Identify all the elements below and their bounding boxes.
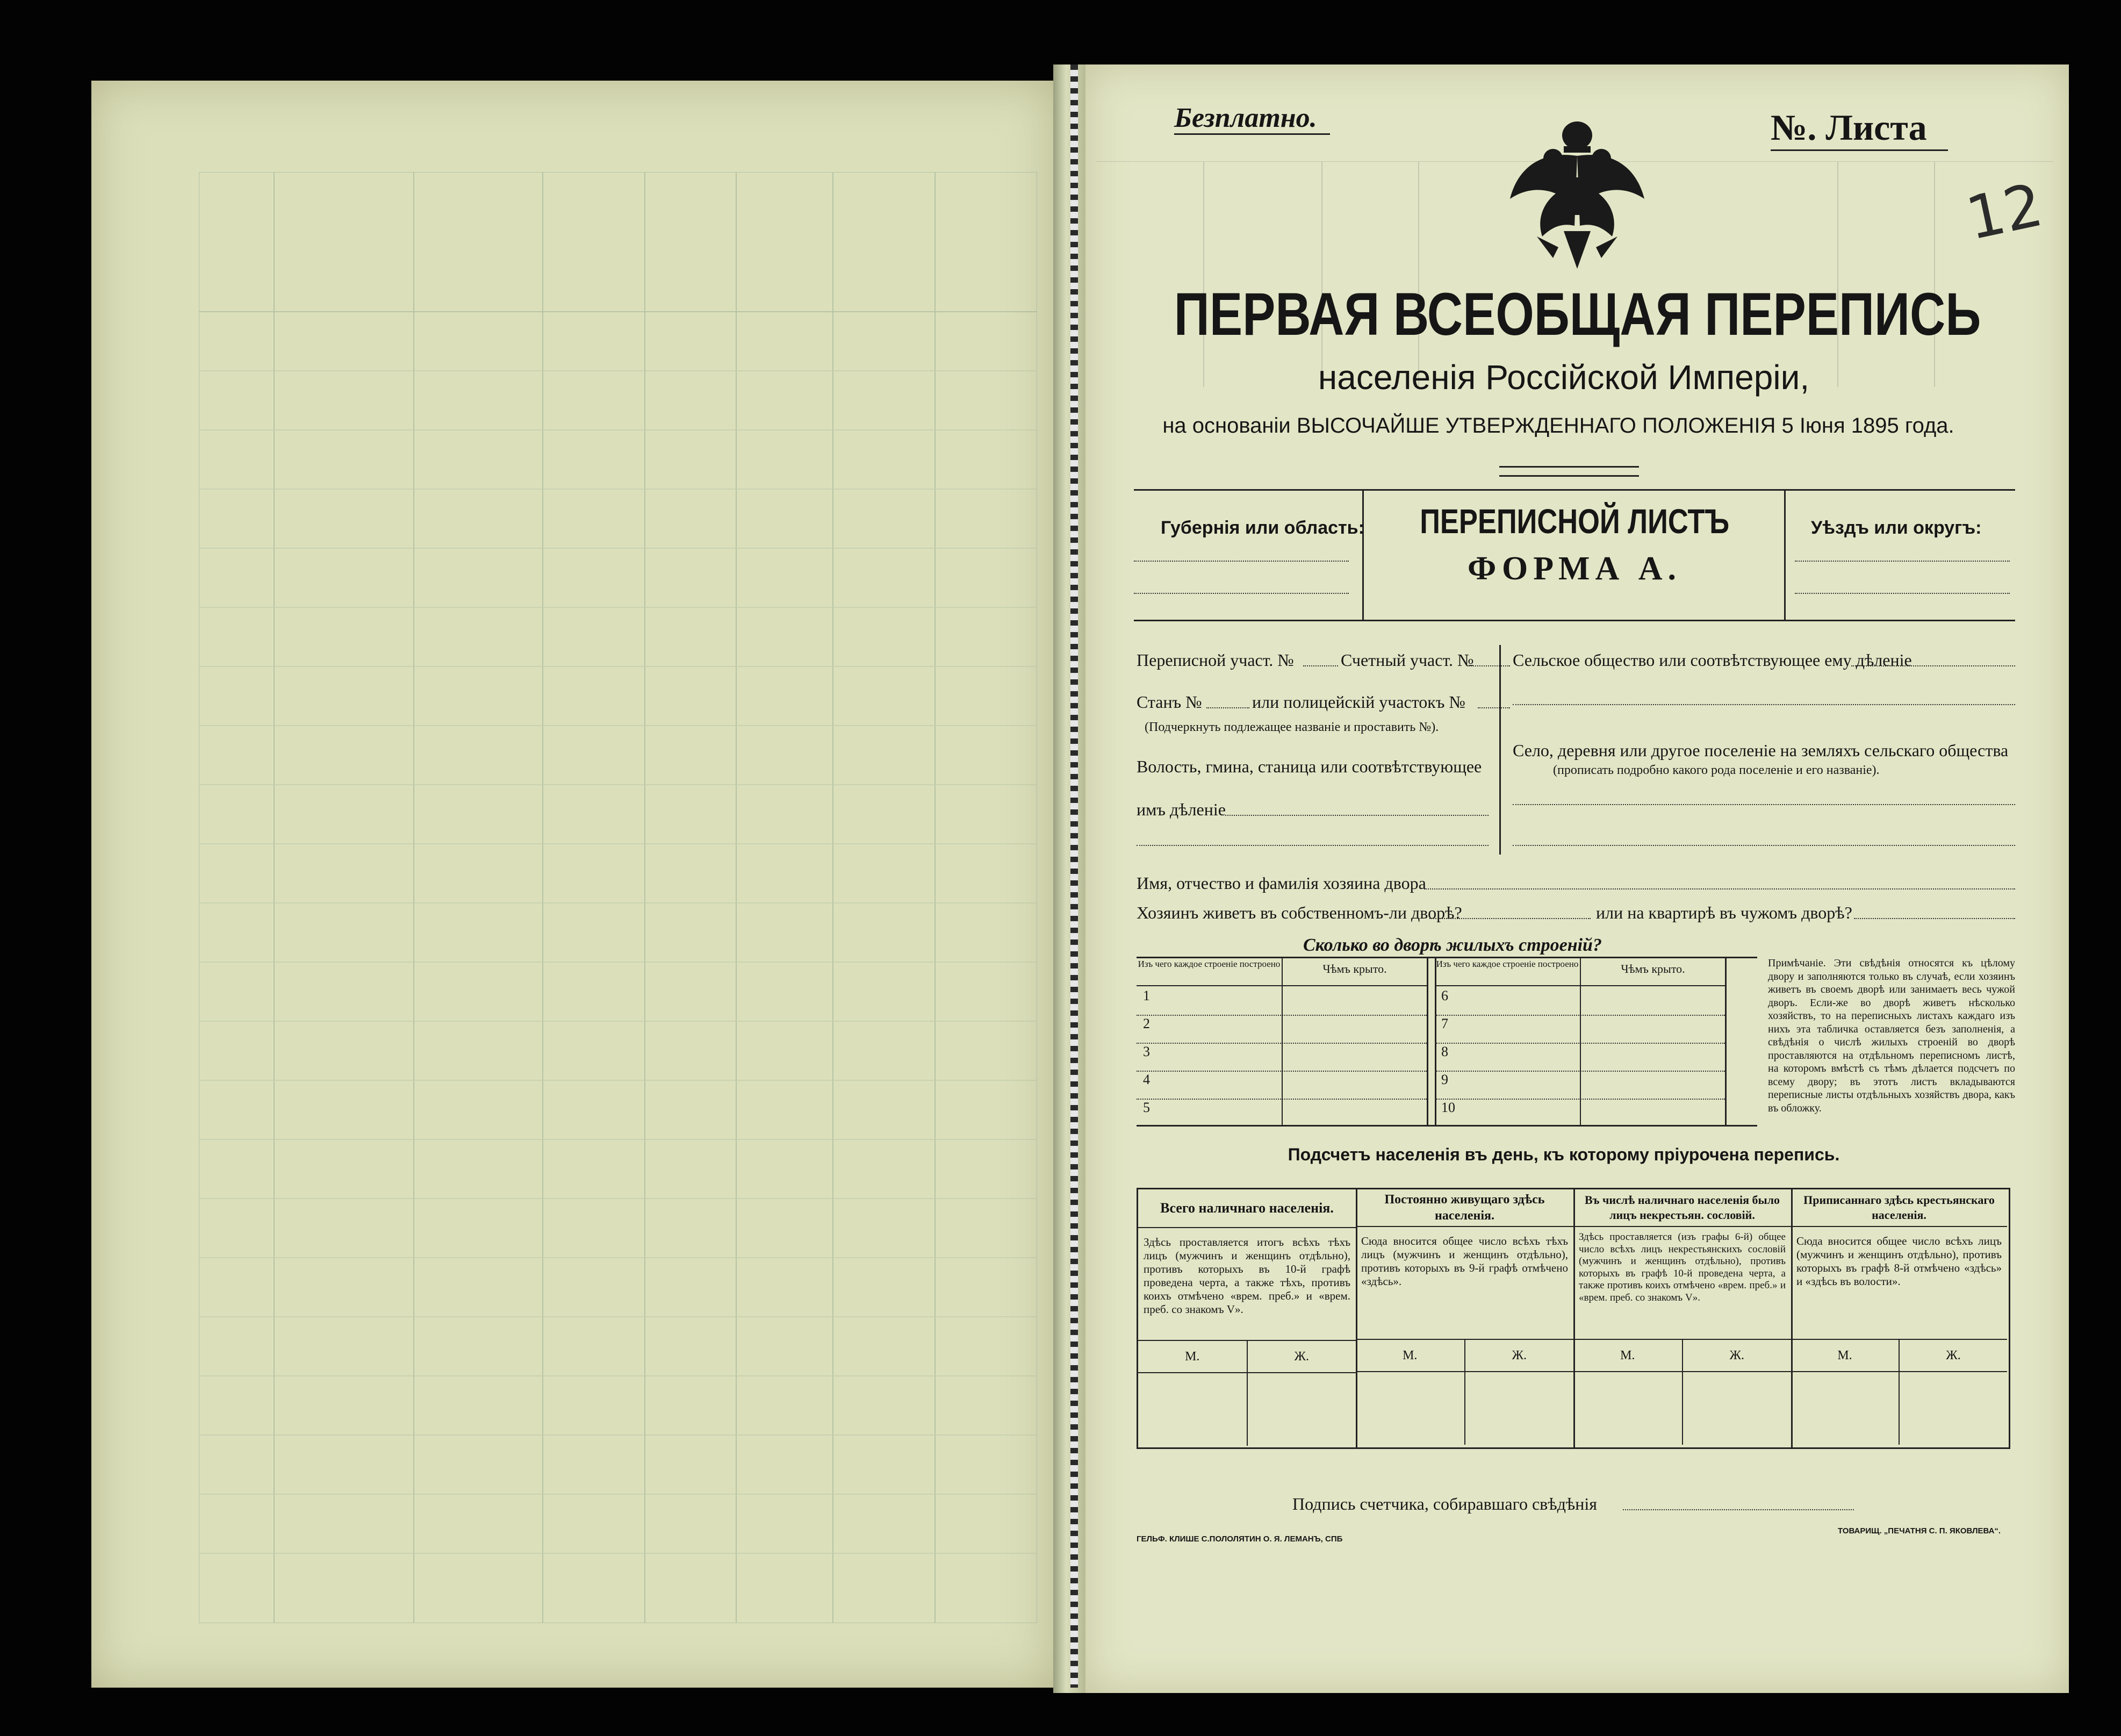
selskoe-field-2[interactable] xyxy=(1513,704,2015,705)
buildings-col2-right: Чѣмъ крыто. xyxy=(1581,958,1725,986)
book-spine xyxy=(1053,64,1085,1693)
permanent-male-cell[interactable] xyxy=(1356,1372,1465,1445)
schet-field[interactable] xyxy=(1467,665,1510,666)
stan-label: Станъ № xyxy=(1137,692,1202,712)
free-label: Безплатно. xyxy=(1174,103,1317,133)
uezd-field[interactable] xyxy=(1795,561,2010,562)
buildings-col1-left: Изъ чего каждое строеніе построено xyxy=(1137,958,1283,986)
selo-note: (прописать подробно какого рода поселеніе и его названіе). xyxy=(1553,763,1880,777)
female-label: Ж. xyxy=(1512,1348,1527,1362)
census-form-page xyxy=(1085,64,2069,1693)
owner-field[interactable] xyxy=(1424,888,2015,889)
male-label: М. xyxy=(1138,1341,1248,1372)
how-many-label: Сколько во дворѣ жилыхъ строеній? xyxy=(1303,935,1602,955)
owner-label: Имя, отчество и фамилія хозяина двора xyxy=(1137,873,1426,893)
form-subtitle: ФОРМА А. xyxy=(1468,550,1681,587)
census-subtitle: населенія Россійской Имперіи, xyxy=(1318,358,1810,397)
binding-stitches xyxy=(1070,64,1078,1688)
male-label: М. xyxy=(1573,1340,1683,1371)
gubernia-field[interactable] xyxy=(1134,561,1349,562)
volost-field-2[interactable] xyxy=(1137,845,1489,846)
female-label: Ж. xyxy=(1294,1350,1309,1364)
stan-field[interactable] xyxy=(1206,707,1249,708)
selskoe-field[interactable] xyxy=(1851,665,2015,666)
selo-label: Село, деревня или другое поселеніе на земляхъ сельскаго общества xyxy=(1513,741,2009,760)
own-yard-label: Хозяинъ живетъ въ собственномъ-ли дворѣ? xyxy=(1137,903,1462,922)
table-row[interactable]: 8 xyxy=(1435,1044,1725,1072)
census-basis: на основаніи ВЫСОЧАЙШЕ УТВЕРЖДЕННАГО ПОЛОЖЕНІЯ 5 Іюня 1895 года. xyxy=(1162,414,1954,437)
nonpeasant-female-cell[interactable] xyxy=(1683,1372,1792,1445)
note-paragraph: Примѣчаніе. Эти свѣдѣнія относятся къ цѣлому двору и заполняются только въ случаѣ, если хозяинъ живетъ въ своемъ дворѣ или занимаетъ весь чужой дворъ. Если-же во дворѣ живетъ нѣсколько хозяйствъ, то на переписныхъ листахъ каждаго изъ нихъ эта табличка оставляется безъ заполненія, а свѣдѣнія о числѣ жилыхъ строеній во дворѣ проставляются на отдѣльномъ переписномъ листѣ, на которомъ вмѣстѣ съ тѣмъ дѣлается подсчетъ по всему двору; въ этотъ листъ вкладываются переписные листы отдѣльныхъ хозяйствъ двора, какъ въ обложку. xyxy=(1768,957,2015,1114)
buildings-col2-left: Чѣмъ крыто. xyxy=(1283,958,1427,986)
nonpeasant-male-cell[interactable] xyxy=(1573,1372,1683,1445)
female-label: Ж. xyxy=(1946,1348,1961,1362)
uezd-label: Уѣздъ или округъ: xyxy=(1811,518,1982,538)
buildings-table xyxy=(1137,957,1757,1127)
male-label: М. xyxy=(1791,1340,1900,1371)
count-heading: Подсчетъ населенія въ день, къ которому пріурочена перепись. xyxy=(1288,1145,1840,1164)
table-row[interactable]: 5 xyxy=(1143,1100,1150,1115)
own-yard-field[interactable] xyxy=(1429,918,1591,919)
left-ledger-grid xyxy=(199,172,1037,1623)
free-label-underline xyxy=(1174,133,1330,135)
buildings-col1-right: Изъ чего каждое строеніе построено xyxy=(1435,958,1581,986)
underline-note: (Подчеркнуть подлежащее названіе и проставить №). xyxy=(1145,720,1439,734)
sheet-number-label: №. Листа xyxy=(1771,107,1927,148)
police-field[interactable] xyxy=(1478,707,1510,708)
selo-field[interactable] xyxy=(1513,804,2015,805)
table-row[interactable]: 10 xyxy=(1441,1100,1455,1115)
form-title: ПЕРЕПИСНОЙ ЛИСТЪ xyxy=(1420,502,1729,541)
double-headed-eagle-emblem xyxy=(1505,113,1650,274)
table-row[interactable]: 7 xyxy=(1435,1016,1725,1044)
selo-field-2[interactable] xyxy=(1513,845,2015,846)
title-ornament xyxy=(1499,466,1639,477)
table-row[interactable]: 4 xyxy=(1137,1072,1427,1100)
registered-male-cell[interactable] xyxy=(1791,1372,1900,1445)
table-row[interactable]: 6 xyxy=(1435,988,1725,1016)
sheet-number-underline xyxy=(1771,149,1948,151)
delenie-label: имъ дѣленіе xyxy=(1137,800,1226,819)
registered-female-cell[interactable] xyxy=(1900,1372,2007,1445)
gubernia-field-2[interactable] xyxy=(1134,593,1349,594)
address-divider xyxy=(1499,645,1501,855)
left-page xyxy=(91,81,1053,1688)
volost-label: Волость, гмина, станица или соотвѣтствующее xyxy=(1137,757,1482,776)
table-row[interactable]: 1 xyxy=(1137,988,1427,1016)
count-table xyxy=(1137,1188,2010,1449)
handwritten-sheet-number: 12 xyxy=(1960,170,2048,254)
region-box xyxy=(1134,489,2015,621)
buildings-rows-left xyxy=(1137,988,1427,1125)
police-label: или полицейскій участокъ № xyxy=(1252,692,1465,712)
male-label: М. xyxy=(1356,1340,1465,1371)
female-label: Ж. xyxy=(1729,1348,1744,1362)
uchast-label: Переписной участ. № xyxy=(1137,650,1294,670)
total-male-cell[interactable] xyxy=(1138,1373,1248,1446)
permanent-female-cell[interactable] xyxy=(1465,1372,1574,1445)
volost-field[interactable] xyxy=(1225,815,1489,816)
census-title: ПЕРВАЯ ВСЕОБЩАЯ ПЕРЕПИСЬ xyxy=(1174,281,1981,348)
count-col-permanent: Постоянно живущаго здѣсь населенія. Сюда вносится общее число всѣхъ тѣхъ лицъ (мужчинъ и женщинъ отдѣльно), противъ которыхъ въ 9-й графѣ отмѣчено «здѣсь». М. Ж. xyxy=(1356,1189,1575,1447)
table-row[interactable]: 9 xyxy=(1435,1072,1725,1100)
buildings-rows-right xyxy=(1435,988,1725,1125)
other-yard-label: или на квартирѣ въ чужомъ дворѣ? xyxy=(1596,903,1852,922)
count-col-total: Всего наличнаго населенія. Здѣсь проставляется итогъ всѣхъ тѣхъ лицъ (мужчинъ и женщинъ отдѣльно), противъ которыхъ въ 10-й графѣ проведена черта, а также тѣхъ, противъ коихъ отмѣчено «врем. преб.» и «врем. преб. со знакомъ V». М. Ж. xyxy=(1138,1189,1357,1447)
uchast-field[interactable] xyxy=(1303,665,1338,666)
table-row[interactable]: 2 xyxy=(1137,1016,1427,1044)
table-row[interactable]: 3 xyxy=(1137,1044,1427,1072)
gubernia-label: Губернія или область: xyxy=(1161,518,1364,538)
count-col-nonpeasant: Въ числѣ наличнаго населенія было лицъ некрестьян. сословій. Здѣсь проставляется (изъ графы 6-й) общее число всѣхъ лицъ некрестьянскихъ сословій (мужчинъ и женщинъ отдѣльно), противъ которыхъ въ графѣ 10-й проведена черта, а также противъ коихъ отмѣчено «врем. преб.» и «врем. преб. со знакомъ V». М. Ж. xyxy=(1573,1189,1793,1447)
other-yard-field[interactable] xyxy=(1854,918,2015,919)
schet-label: Счетный участ. № xyxy=(1341,650,1474,670)
signature-field[interactable] xyxy=(1623,1509,1854,1510)
signature-label: Подпись счетчика, собиравшаго свѣдѣнія xyxy=(1292,1494,1598,1513)
selskoe-label: Сельское общество или соотвѣтствующее ему дѣленіе xyxy=(1513,650,1912,670)
count-col-registered: Приписаннаго здѣсь крестьянскаго населенія. Сюда вносится общее число всѣхъ лицъ (мужчинъ и женщинъ отдѣльно), противъ которыхъ въ графѣ 8-й отмѣчено «здѣсь» и «здѣсь въ волости». М. Ж. xyxy=(1791,1189,2007,1447)
printer-right: ТОВАРИЩ. „ПЕЧАТНЯ С. П. ЯКОВЛЕВА“. xyxy=(1838,1526,2001,1536)
printer-left: ГЕЛЬФ. КЛИШЕ С.ПОЛОЛЯТИН О. Я. ЛЕМАНЪ, СПБ xyxy=(1137,1534,1343,1544)
total-female-cell[interactable] xyxy=(1248,1373,1356,1446)
uezd-field-2[interactable] xyxy=(1795,593,2010,594)
